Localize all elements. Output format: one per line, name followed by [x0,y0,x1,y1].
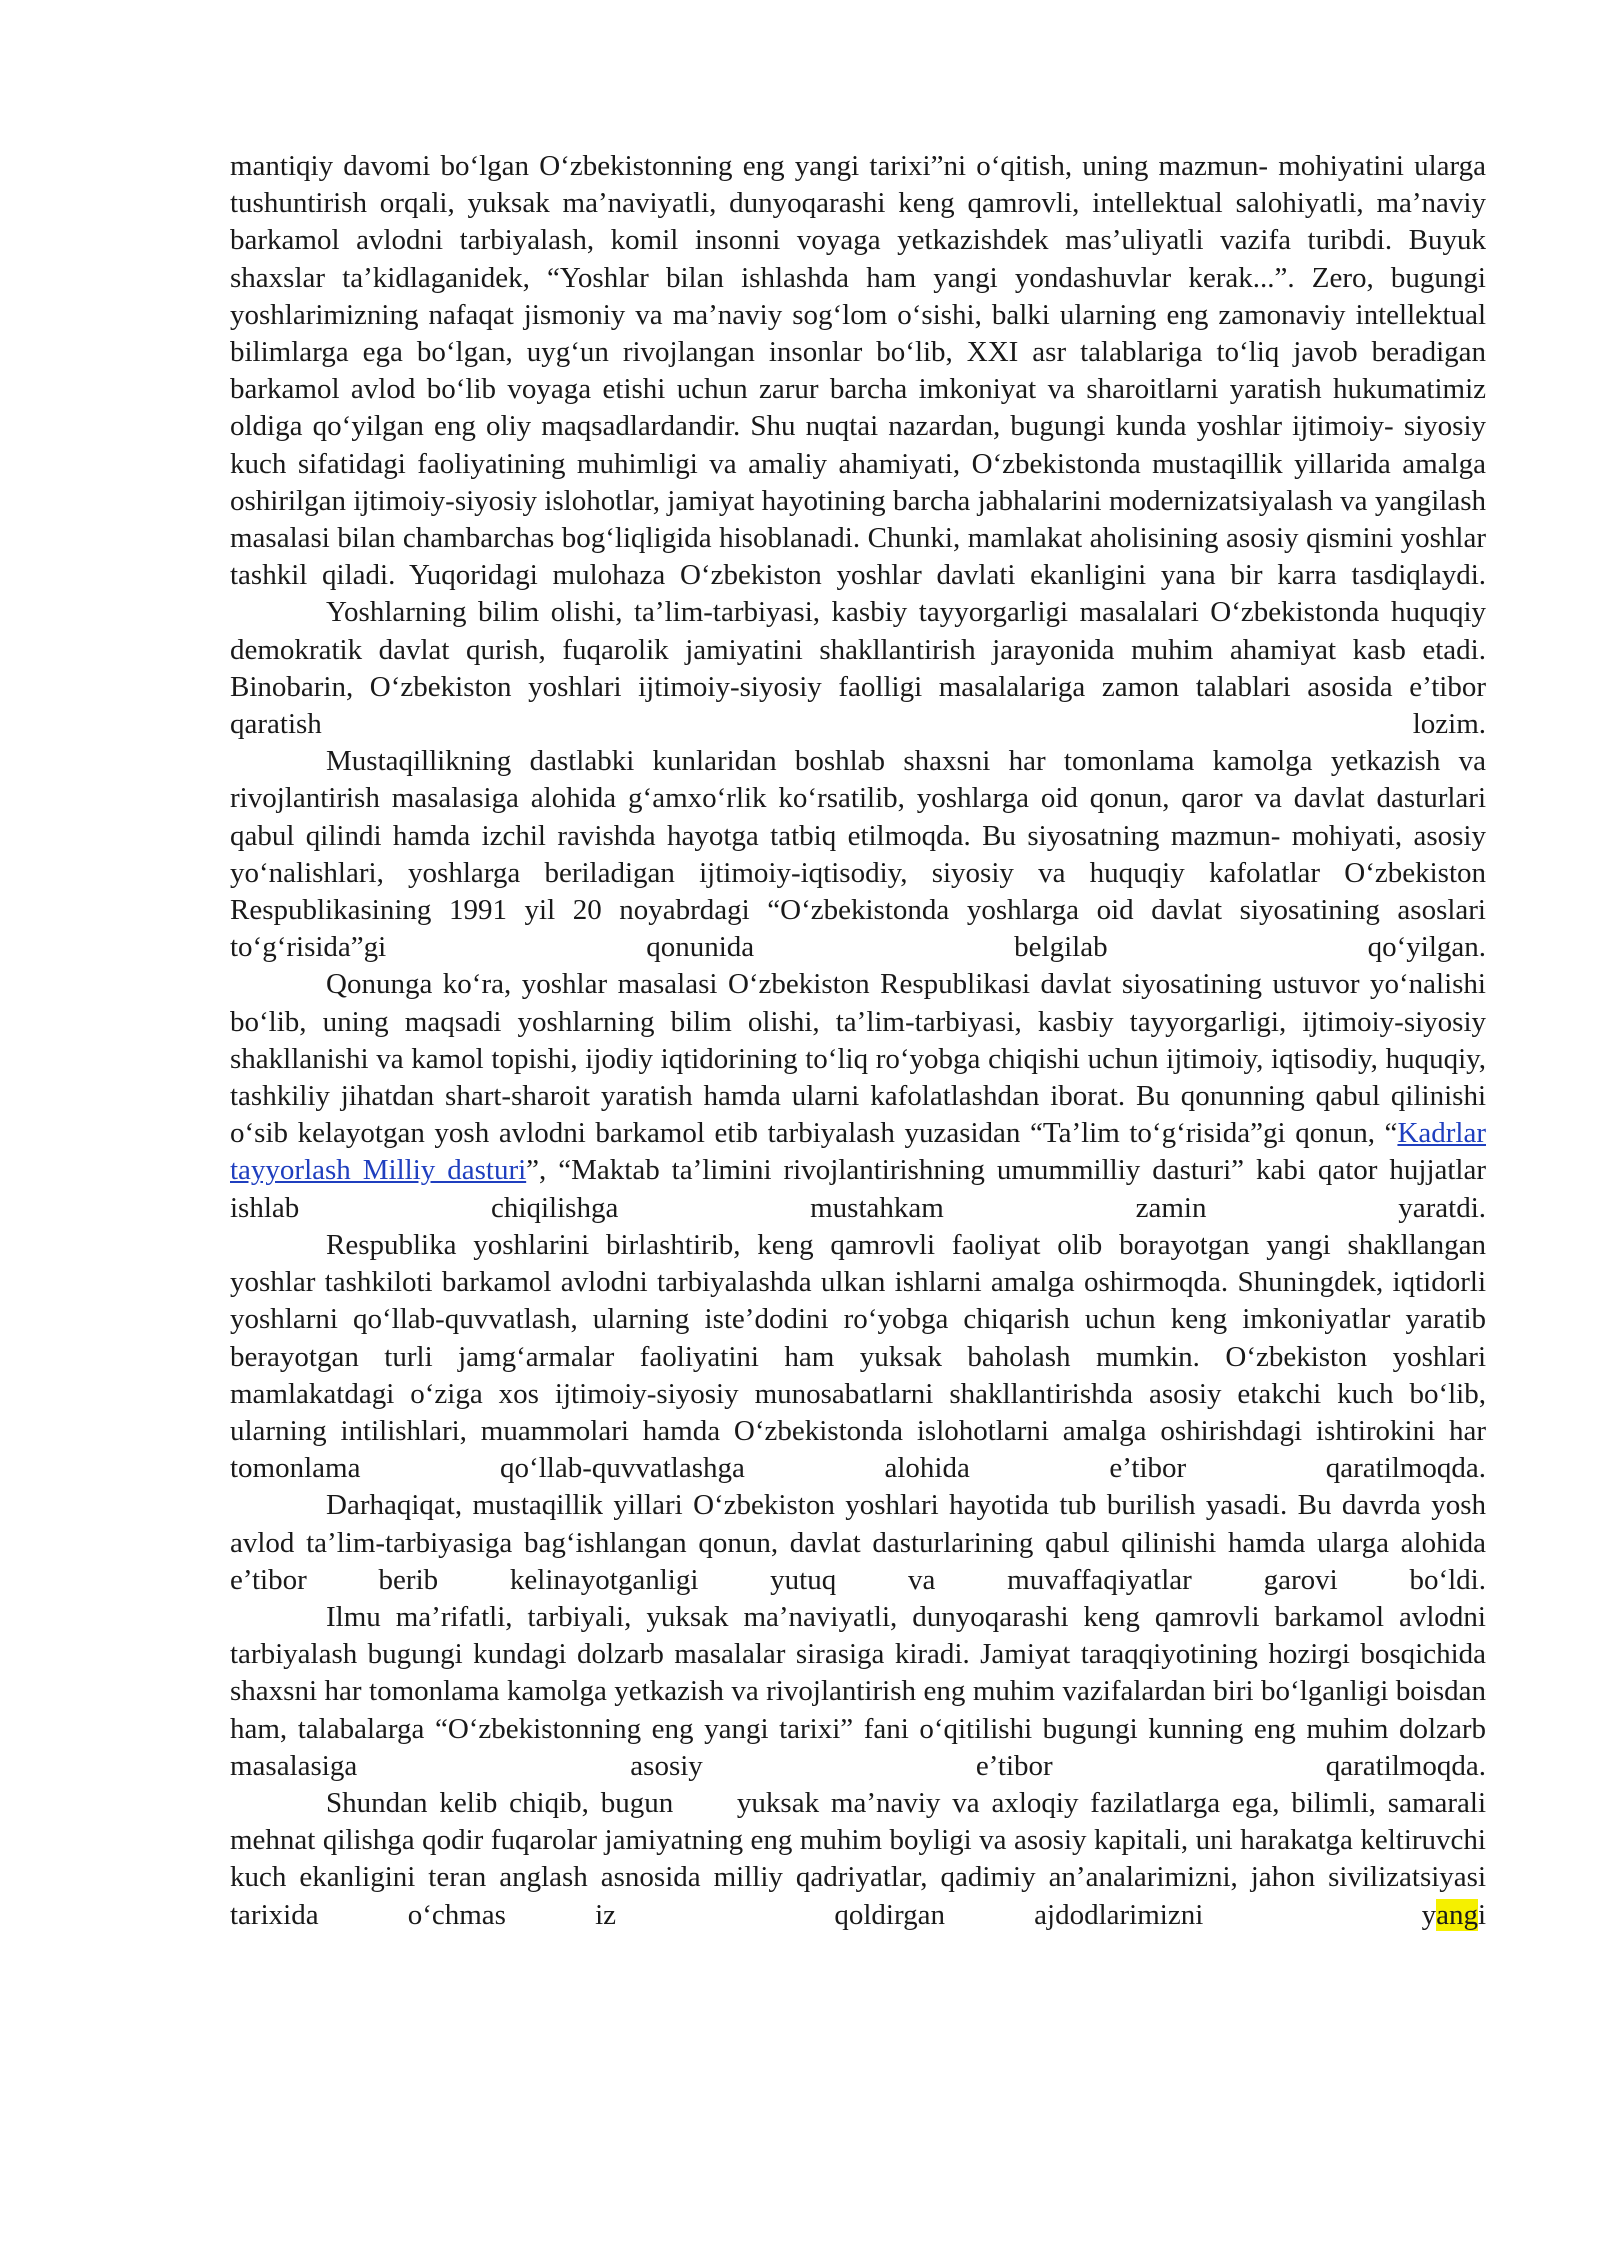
text-line: mamlakat aholisining asosiy qismini yoshlar tashkil qiladi. Yuqoridagi mulohaza O‘zbekiston [230,522,1486,592]
paragraph-2 [230,594,1486,743]
text-line: avlodni tarbiyalash bugungi kundagi dolzarb masalalar sirasiga kiradi. Jamiyat taraqqiyotining [230,1600,1486,1671]
text-line: va rivojlantirish masalasiga alohida g‘amxo‘rlik ko‘rsatilib, yoshlarga oid qonun, qaror va davlat [230,745,1486,815]
text-line: iborat. Bu qonunning qabul qilinishi o‘sib kelayotgan yosh avlodni barkamol etib tarbiyalash [230,1080,1487,1150]
text-line: qo‘yilgan eng oliy maqsadlardandir. Shu nuqtai nazardan, bugungi kunda yoshlar ijtimoiy- [312,410,1394,443]
text-fragment: i [1477,1898,1487,1931]
text-line: vazifalardan biri bo‘lganligi boisdan ham, talabalarga “O‘zbekistonning eng yangi tarixi” fani [230,1675,1487,1745]
text-line: yuzasidan “Ta’lim to‘g‘risida”gi qonun, “ [904,1117,1398,1150]
text-line: dasturlari qabul qilindi hamda izchil ravishda hayotga tatbiq etilmoqda. Bu siyosatning mazmun- [230,782,1487,852]
text-line: an’analarimizni, jahon sivilizatsiyasi tarixida o‘chmas iz [230,1861,1487,1931]
text-line: yoshlar davlati ekanligini yana bir karra tasdiqlaydi. [836,559,1487,592]
text-line: zamon talablari asosida e’tibor qaratish lozim. [230,670,1486,741]
paragraph-8 [230,1785,1486,1934]
text-line: mohiyatini ularga tushuntirish orqali, yuksak ma’naviyatli, dunyoqarashi keng qamrovli, [230,150,1486,220]
paragraph-3 [230,743,1486,966]
text-line: Shuningdek, iqtidorli yoshlarni qo‘llab-quvvatlash, ularning iste’dodini ro‘yobga chiqarish [230,1266,1487,1336]
text-line: o‘qitilishi bugungi kunning eng muhim dolzarb masalasiga asosiy e’tibor qaratilmoqda. [230,1712,1486,1782]
text-line: hamda ularga alohida e’tibor berib kelinayotganligi yutuq va muvaffaqiyatlar garovi bo‘ldi. [230,1526,1487,1596]
text-line: mantiqiy davomi bo‘lgan O‘zbekistonning eng yangi tarixi”ni o‘qitish, uning mazmun- [230,150,1269,182]
text-line: ”, “Maktab ta’limini [526,1154,772,1187]
document-page [230,148,1486,1934]
text-line: Qonunga ko‘ra, yoshlar masalasi O‘zbekiston Respublikasi davlat siyosatining ustuvor [326,968,1360,1001]
text-line: samarali mehnat qilishga qodir fuqarolar jamiyatning eng muhim boyligi va asosiy kapitali, uni [230,1786,1487,1857]
text-line: shakllantirishda asosiy etakchi kuch bo‘lib, ularning intilishlari, muammolari hamda [230,1377,1486,1447]
text-line: Darhaqiqat, mustaqillik yillari O‘zbekiston yoshlari hayotida tub burilish yasadi. Bu [326,1489,1332,1522]
text-line: harakatga keltiruvchi kuch ekanligini teran anglash asnosida milliy qadriyatlar, qadimiy [230,1824,1486,1894]
text-line: ma’naviy sog‘lom o‘sishi, balki ularning eng zamonaviy intellektual bilimlarga ega bo‘lgan, [230,298,1487,369]
text-line: mohiyati, asosiy yo‘nalishlari, yoshlarga beriladigan ijtimoiy-iqtisodiy, siyosiy va huquqiy [230,819,1486,889]
text-fragment: y [1421,1898,1437,1931]
text-line: O‘zbekistonda islohotlarni amalga oshirishdagi ishtirokini har tomonlama qo‘llab-quvvatlashga [230,1414,1487,1485]
text-line: yetkazishdek mas’uliyatli vazifa turibdi. Buyuk shaxslar ta’kidlaganidek, “Yoshlar bilan [230,224,1487,294]
text-line: intellektual salohiyatli, ma’naviy barkamol avlodni tarbiyalash, komil insonni voyaga [230,187,1486,257]
text-line: hozirgi bosqichida shaxsni har tomonlama kamolga yetkazish va rivojlantirish eng muhim [230,1638,1487,1708]
text-line: uyg‘un rivojlangan insonlar bo‘lib, XXI asr talablariga to‘liq javob beradigan barkamol avlod [230,336,1486,406]
text-line: rivojlantirishning umummilliy dasturi” kabi qator hujjatlar ishlab chiqilishga mustahkam zamin [230,1154,1487,1224]
text-line: Respublika yoshlarini birlashtirib, keng qamrovli faoliyat olib borayotgan yangi [326,1228,1331,1261]
paragraph-1 [230,148,1486,594]
text-line: yo‘nalishi bo‘lib, uning maqsadi yoshlarning bilim olishi, ta’lim-tarbiyasi, kasbiy tayyorgarligi, [230,968,1486,1038]
paragraph-6 [230,1487,1486,1599]
text-line: bo‘lib voyaga etishi uchun zarur barcha imkoniyat va sharoitlarni yaratish hukumatimiz oldiga [230,373,1487,443]
paragraph-4 [230,966,1486,1226]
text-line: huquqiy demokratik davlat qurish, fuqarolik jamiyatini shakllantirish jarayonida muhim [230,596,1486,666]
text-line: shakllangan yoshlar tashkiloti barkamol avlodni tarbiyalashda ulkan ishlarni amalga oshirmoqda. [230,1228,1487,1299]
text-line: ijtimoiy, iqtisodiy, huquqiy, tashkiliy jihatdan shart-sharoit yaratish hamda ularni kafolatlashdan [230,1042,1487,1113]
text-line: yuksak ma’naviy va axloqiy fazilatlarga ega, bilimli, [736,1786,1376,1819]
text-line: davlat siyosatining asoslari to‘g‘risida”gi qonunida belgilab qo‘yilgan. [230,894,1486,964]
highlighted-text: ang [1436,1898,1478,1931]
text-line: ijtimoiy-siyosiy shakllanishi va kamol topishi, ijodiy iqtidorining to‘liq ro‘yobga chiqishi uchun [230,1005,1486,1075]
text-line: uchun keng imkoniyatlar yaratib berayotgan turli jamg‘armalar faoliyatini ham yuksak baholash [230,1303,1487,1373]
text-line: Ilmu ma’rifatli, tarbiyali, yuksak ma’naviyatli, dunyoqarashi keng qamrovli barkamol [326,1600,1385,1633]
text-line: modernizatsiyalash va yangilash masalasi bilan chambarchas bog‘liqligida hisoblanadi. Chunki, [230,484,1487,555]
text-line: ishlashda ham yangi yondashuvlar kerak...”. Zero, bugungi yoshlarimizning nafaqat jismoniy va [230,261,1486,331]
text-line: siyosiy kuch sifatidagi faoliyatining muhimligi va amaliy ahamiyati, O‘zbekistonda mustaqillik [230,410,1487,480]
kadrlar-tayyorlash-link[interactable]: Kadrlar tayyorlash Milliy dasturi [230,1117,1486,1187]
text-line: kafolatlar O‘zbekiston Respublikasining 1991 yil 20 noyabrdagi “O‘zbekistonda yoshlarga oid [230,856,1487,927]
text-line: Mustaqillikning dastlabki kunlaridan boshlab shaxsni har tomonlama kamolga yetkazish [326,745,1441,778]
paragraph-7 [230,1599,1486,1785]
text-line: yillarida amalga oshirilgan ijtimoiy-siyosiy islohotlar, jamiyat hayotining barcha jabhalarini [230,447,1486,517]
text-line: qoldirgan ajdodlarimizni [834,1898,1204,1931]
text-line: mumkin. O‘zbekiston yoshlari mamlakatdagi o‘ziga xos ijtimoiy-siyosiy munosabatlarni [230,1340,1487,1410]
paragraph-5 [230,1227,1486,1487]
text-line: davrda yosh avlod ta’lim-tarbiyasiga bag‘ishlangan qonun, davlat dasturlarining qabul qilinishi [230,1489,1487,1559]
text-line: yaratdi. [1398,1191,1487,1224]
text-line: Yoshlarning bilim olishi, ta’lim-tarbiyasi, kasbiy tayyorgarligi masalalari O‘zbekistonda [326,596,1380,629]
text-line: alohida e’tibor qaratilmoqda. [884,1452,1486,1485]
text-line: Shundan kelib chiqib, bugun [326,1786,674,1819]
text-line: ahamiyat kasb etadi. Binobarin, O‘zbekiston yoshlari ijtimoiy-siyosiy faolligi masalalariga [230,633,1486,703]
